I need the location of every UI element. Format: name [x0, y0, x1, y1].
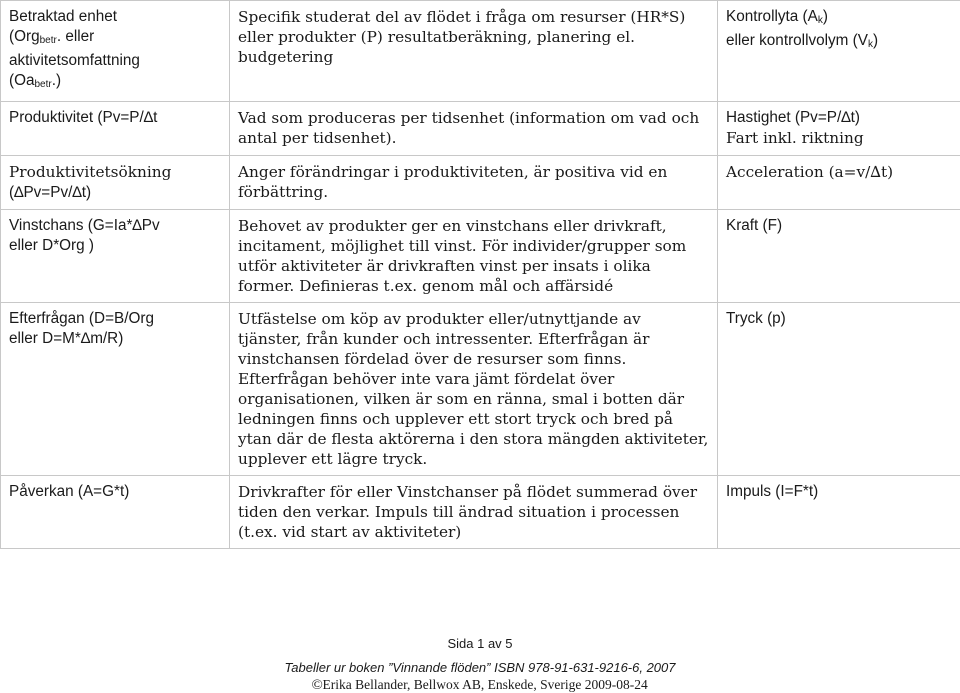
table-header-row — [1, 1, 960, 102]
term-profit-chance: Vinstchans (G=Ia*∆Pv — [9, 217, 160, 234]
analog-velocity-note: Fart inkl. riktning — [726, 129, 864, 147]
page-number: Sida 1 av 5 — [0, 636, 960, 651]
term-cell — [1, 210, 230, 303]
term-cell — [1, 476, 230, 549]
header-control-line2: eller kontrollvolym $(V_k)$ — [726, 32, 878, 49]
description-impact: Drivkrafter för eller Vinstchanser på flödet summerad över tiden den verkar. Impuls till ändrad situation i processen (t.ex. vid start av aktiviteter) — [238, 483, 697, 541]
analog-cell — [718, 156, 960, 210]
term-profit-chance-alt: eller D*Org ) — [9, 237, 94, 254]
header-unit-line1: Betraktad enhet — [9, 8, 117, 25]
analog-velocity: Hastighet (Pv=P/∆t) — [726, 109, 860, 126]
analog-impulse: Impuls (I=F*t) — [726, 483, 818, 500]
description-profit-chance: Behovet av produkter ger en vinstchans eller drivkraft, incitament, möjlighet till vinst. För individer/grupper som utför aktiviteter är drivkraften vinst per insats i olika former. Definieras t.ex. genom mål och affärsidé — [238, 217, 686, 295]
copyright-icon: © — [312, 677, 323, 693]
description-cell — [230, 210, 718, 303]
table-row — [1, 210, 960, 303]
table-row — [1, 102, 960, 156]
term-cell — [1, 156, 230, 210]
analog-cell — [718, 210, 960, 303]
term-productivity: Produktivitet (Pv=P/∆t — [9, 109, 157, 126]
header-control-line1: Kontrollyta $(A_k)$ — [726, 8, 828, 25]
table-row — [1, 303, 960, 476]
analog-cell — [718, 303, 960, 476]
term-impact: Påverkan (A=G*t) — [9, 483, 129, 500]
term-cell — [1, 102, 230, 156]
analog-acceleration: Acceleration (a=v/∆t) — [726, 163, 893, 181]
analog-cell — [718, 476, 960, 549]
table-row — [1, 156, 960, 210]
term-productivity-increase: Produktivitetsökning — [9, 163, 171, 181]
description-cell — [230, 476, 718, 549]
footer-author: Erika Bellander, Bellwox AB, Enskede, Sverige 2009-08-24 — [323, 677, 648, 692]
analog-cell — [718, 102, 960, 156]
description-cell — [230, 102, 718, 156]
footer-copyright — [0, 677, 960, 693]
header-unit-line4: $(Oa_{betr}.)$ — [9, 72, 61, 89]
header-cell-unit — [1, 1, 230, 102]
term-demand: Efterfrågan (D=B/Org — [9, 310, 154, 327]
term-demand-alt: eller D=M*∆m/R) — [9, 330, 123, 347]
description-demand: Utfästelse om köp av produkter eller/utnyttjande av tjänster, från kunder och intressenter. Efterfrågan är vinstchansen fördelad över de resurser som finns. Efterfrågan behöver inte vara jämt fördelat över organisationen, vilken är som en ränna, smal i botten där ledningen finns och upplever ett stort tryck och bred på ytan där de flesta aktörerna i den stora mängden aktiviteter, upplever ett lägre tryck. — [238, 310, 708, 468]
analog-pressure: Tryck (p) — [726, 310, 786, 327]
description-productivity-increase: Anger förändringar i produktiviteten, är positiva vid en förbättring. — [238, 163, 667, 201]
analog-force: Kraft (F) — [726, 217, 782, 234]
header-specific-text: Specifik studerat del av flödet i fråga om resurser (HR*S) eller produkter (P) resultatberäkning, planering el. budgetering — [238, 8, 685, 66]
header-cell-control — [718, 1, 960, 102]
term-cell — [1, 303, 230, 476]
term-productivity-increase-formula: (∆Pv=Pv/∆t) — [9, 184, 91, 201]
description-productivity: Vad som produceras per tidsenhet (information om vad och antal per tidsenhet). — [238, 109, 699, 147]
table-row — [1, 476, 960, 549]
description-cell — [230, 156, 718, 210]
header-unit-line3: aktivitetsomfattning — [9, 52, 140, 69]
header-unit-line2: (Org$_{betr}$. eller — [9, 28, 94, 45]
footer-book-reference: Tabeller ur boken ”Vinnande flöden” ISBN 978-91-631-9216-6, 2007 — [0, 660, 960, 675]
header-cell-specific — [230, 1, 718, 102]
description-cell — [230, 303, 718, 476]
